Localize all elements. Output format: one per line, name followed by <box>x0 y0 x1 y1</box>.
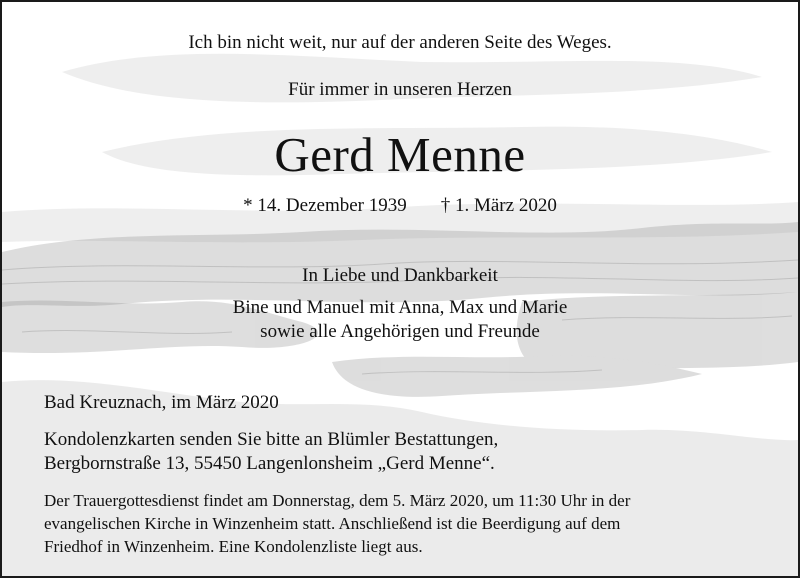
life-dates <box>2 195 798 217</box>
place-date: Bad Kreuznach, im März 2020 <box>44 392 279 413</box>
family-line-2: sowie alle Angehörigen und Freunde <box>260 321 540 342</box>
service-line-2: evangelischen Kirche in Winzenheim statt. Anschließend ist die Beerdigung auf dem <box>44 514 621 533</box>
thanks-line: In Liebe und Dankbarkeit <box>302 265 498 286</box>
motto-text: Ich bin nicht weit, nur auf der anderen Seite des Weges. <box>188 32 612 53</box>
subtitle-text: Für immer in unseren Herzen <box>288 79 512 100</box>
service-line-1: Der Trauergottesdienst findet am Donnerstag, dem 5. März 2020, um 11:30 Uhr in der <box>44 491 631 510</box>
condolence-line-2: Bergbornstraße 13, 55450 Langenlonsheim „Gerd Menne“. <box>44 453 495 474</box>
condolence-line-1: Kondolenzkarten senden Sie bitte an Blümler Bestattungen, <box>44 429 499 450</box>
birth-date: * 14. Dezember 1939 <box>243 195 407 216</box>
deceased-name: Gerd Menne <box>274 127 526 182</box>
service-line-3: Friedhof in Winzenheim. Eine Kondolenzliste liegt aus. <box>44 537 423 556</box>
death-date: † 1. März 2020 <box>440 195 557 216</box>
family-line-1: Bine und Manuel mit Anna, Max und Marie <box>232 297 568 318</box>
